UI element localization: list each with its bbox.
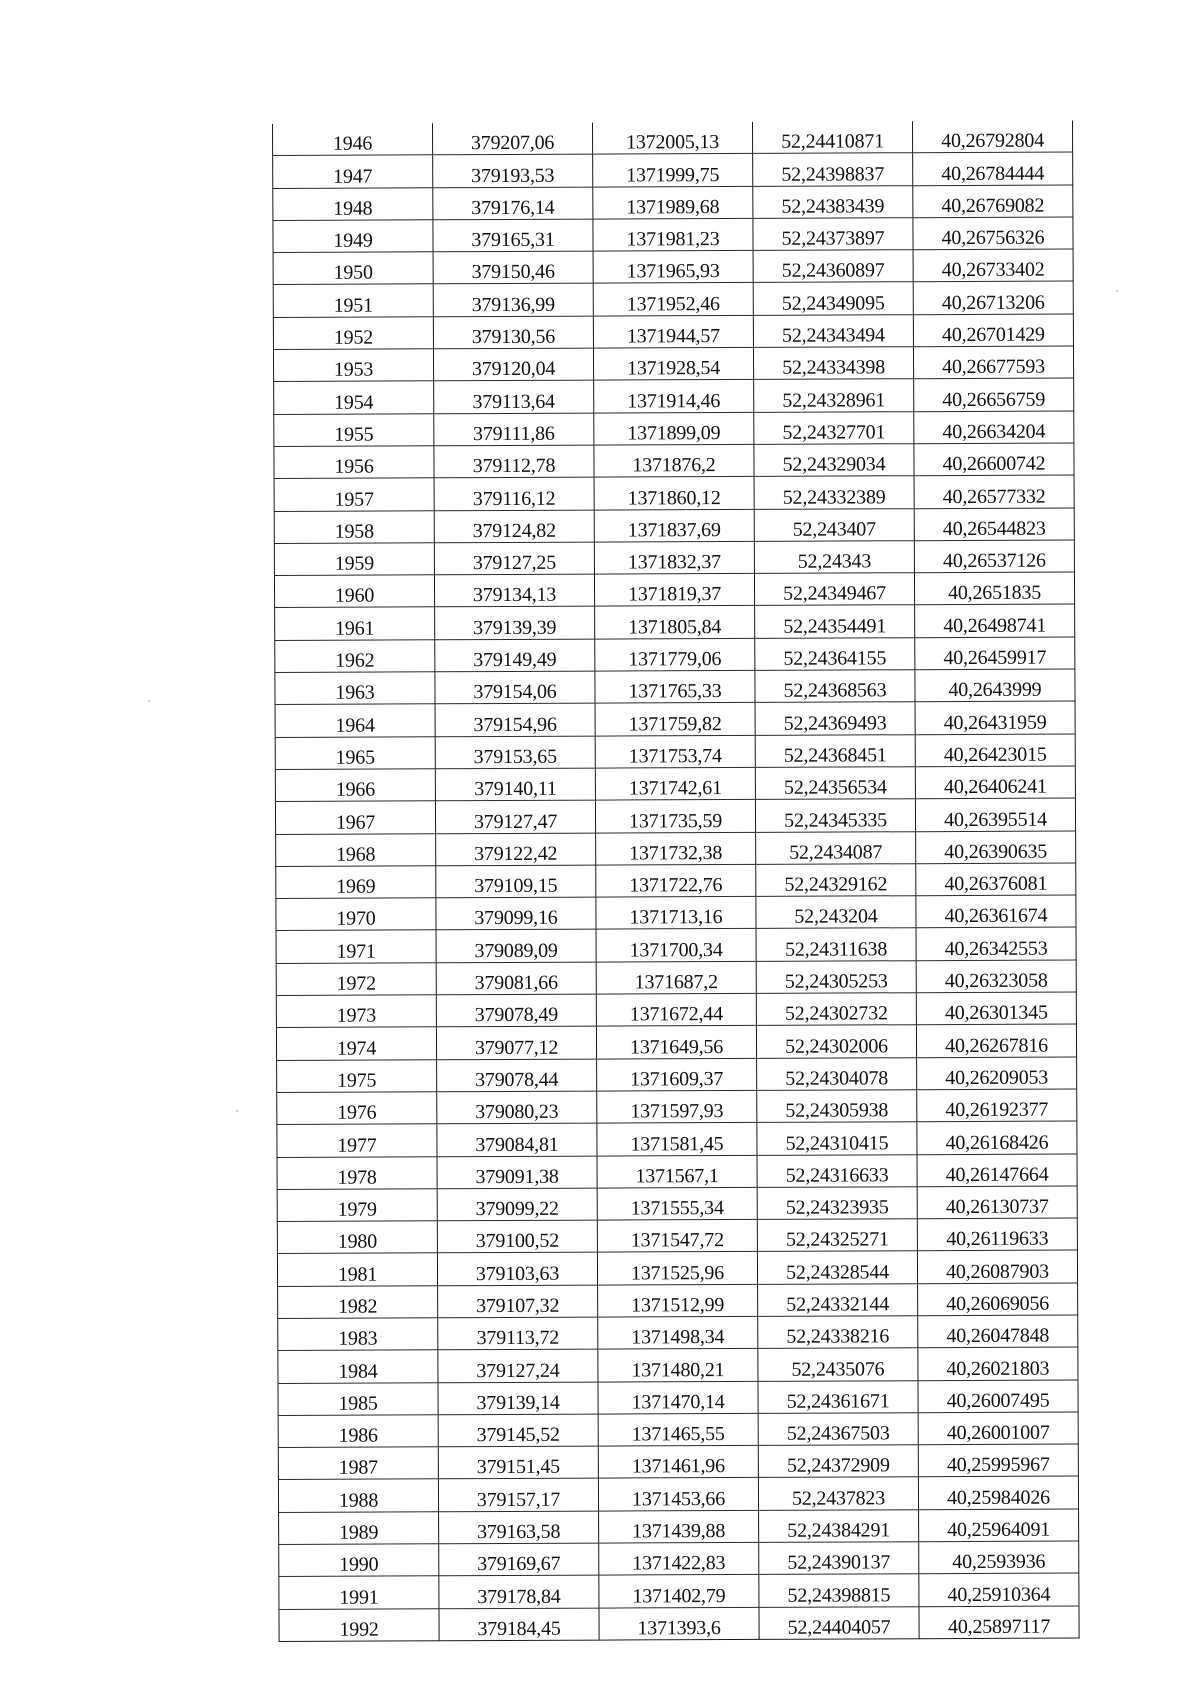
- latitude-cell: 52,24332144: [758, 1283, 918, 1316]
- x-coordinate-cell: 379139,14: [438, 1382, 598, 1415]
- x-coordinate-cell: 379107,32: [438, 1285, 598, 1318]
- latitude-cell: 52,24334398: [753, 347, 913, 380]
- y-coordinate-cell: 1371470,14: [598, 1381, 758, 1414]
- point-number-cell: 1950: [273, 252, 433, 285]
- x-coordinate-cell: 379163,58: [439, 1511, 599, 1544]
- x-coordinate-cell: 379134,13: [434, 574, 594, 607]
- latitude-cell: 52,24410871: [752, 121, 912, 153]
- y-coordinate-cell: 1371952,46: [593, 283, 753, 316]
- y-coordinate-cell: 1371837,69: [594, 509, 754, 542]
- table-row: [275, 637, 1075, 673]
- y-coordinate-cell: 1371649,56: [596, 1026, 756, 1059]
- x-coordinate-cell: 379112,78: [434, 445, 594, 478]
- latitude-cell: 52,24332389: [754, 476, 914, 509]
- table-row: [275, 798, 1075, 834]
- table-row: [278, 1444, 1078, 1480]
- point-number-cell: 1967: [275, 801, 435, 834]
- latitude-cell: 52,24349095: [753, 282, 913, 315]
- longitude-cell: 40,2593936: [919, 1541, 1079, 1574]
- y-coordinate-cell: 1371805,84: [595, 606, 755, 639]
- longitude-cell: 40,26634204: [914, 411, 1074, 444]
- point-number-cell: 1978: [277, 1156, 437, 1189]
- x-coordinate-cell: 379122,42: [436, 833, 596, 866]
- x-coordinate-cell: 379153,65: [435, 736, 595, 769]
- longitude-cell: 40,26390635: [916, 831, 1076, 864]
- longitude-cell: 40,26423015: [915, 734, 1075, 767]
- table-row: [273, 249, 1073, 285]
- latitude-cell: 52,24368563: [755, 670, 915, 703]
- table-row: [278, 1476, 1078, 1512]
- table-row: [274, 572, 1074, 608]
- latitude-cell: 52,24302006: [756, 1025, 916, 1058]
- x-coordinate-cell: 379124,82: [434, 510, 594, 543]
- point-number-cell: 1979: [277, 1189, 437, 1222]
- point-number-cell: 1983: [278, 1318, 438, 1351]
- point-number-cell: 1948: [273, 187, 433, 220]
- longitude-cell: 40,26168426: [917, 1121, 1077, 1154]
- longitude-cell: 40,26395514: [915, 798, 1075, 831]
- longitude-cell: 40,26267816: [916, 1024, 1076, 1057]
- point-number-cell: 1971: [276, 930, 436, 963]
- longitude-cell: 40,26498741: [915, 604, 1075, 637]
- latitude-cell: 52,24368451: [755, 734, 915, 767]
- longitude-cell: 40,26119633: [917, 1218, 1077, 1251]
- table-row: [276, 992, 1076, 1028]
- coordinates-table-body: [273, 121, 1080, 1642]
- y-coordinate-cell: 1371735,59: [595, 800, 755, 833]
- latitude-cell: 52,24305938: [757, 1090, 917, 1123]
- latitude-cell: 52,24349467: [754, 573, 914, 606]
- point-number-cell: 1988: [278, 1479, 438, 1512]
- y-coordinate-cell: 1371393,6: [599, 1607, 759, 1640]
- table-row: [277, 1250, 1077, 1286]
- table-row: [273, 314, 1073, 350]
- table-row: [277, 1121, 1077, 1157]
- x-coordinate-cell: 379169,67: [439, 1543, 599, 1576]
- latitude-cell: 52,24384291: [759, 1509, 919, 1542]
- latitude-cell: 52,24354491: [755, 605, 915, 638]
- longitude-cell: 40,26406241: [915, 766, 1075, 799]
- latitude-cell: 52,2435076: [758, 1348, 918, 1381]
- longitude-cell: 40,26130737: [917, 1186, 1077, 1219]
- point-number-cell: 1946: [273, 123, 433, 155]
- point-number-cell: 1960: [274, 575, 434, 608]
- x-coordinate-cell: 379113,72: [438, 1317, 598, 1350]
- table-row: [277, 1153, 1077, 1189]
- longitude-cell: 40,25995967: [918, 1444, 1078, 1477]
- longitude-cell: 40,26431959: [915, 701, 1075, 734]
- y-coordinate-cell: 1371753,74: [595, 735, 755, 768]
- point-number-cell: 1951: [273, 284, 433, 317]
- longitude-cell: 40,26047848: [918, 1315, 1078, 1348]
- point-number-cell: 1953: [273, 349, 433, 382]
- point-number-cell: 1980: [277, 1221, 437, 1254]
- table-row: [278, 1347, 1078, 1383]
- longitude-cell: 40,26301345: [916, 992, 1076, 1025]
- x-coordinate-cell: 379151,45: [438, 1446, 598, 1479]
- x-coordinate-cell: 379140,11: [435, 768, 595, 801]
- longitude-cell: 40,26376081: [916, 863, 1076, 896]
- latitude-cell: 52,24338216: [758, 1316, 918, 1349]
- longitude-cell: 40,2643999: [915, 669, 1075, 702]
- latitude-cell: 52,24329034: [754, 444, 914, 477]
- point-number-cell: 1961: [275, 607, 435, 640]
- y-coordinate-cell: 1371567,1: [597, 1155, 757, 1188]
- table-row: [273, 121, 1073, 156]
- y-coordinate-cell: 1371928,54: [593, 347, 753, 380]
- table-row: [273, 346, 1073, 382]
- latitude-cell: 52,24398815: [759, 1574, 919, 1607]
- y-coordinate-cell: 1371722,76: [596, 864, 756, 897]
- longitude-cell: 40,26769082: [913, 185, 1073, 218]
- point-number-cell: 1992: [279, 1608, 439, 1641]
- longitude-cell: 40,26021803: [918, 1347, 1078, 1380]
- y-coordinate-cell: 1371609,37: [597, 1058, 757, 1091]
- latitude-cell: 52,24325271: [757, 1219, 917, 1252]
- y-coordinate-cell: 1371525,96: [597, 1252, 757, 1285]
- latitude-cell: 52,24398837: [753, 153, 913, 186]
- latitude-cell: 52,24343: [754, 541, 914, 574]
- point-number-cell: 1966: [275, 769, 435, 802]
- latitude-cell: 52,24367503: [758, 1413, 918, 1446]
- table-row: [275, 734, 1075, 770]
- table-row: [279, 1509, 1079, 1545]
- y-coordinate-cell: 1371512,99: [598, 1284, 758, 1317]
- table-row: [276, 960, 1076, 996]
- x-coordinate-cell: 379103,63: [437, 1252, 597, 1285]
- longitude-cell: 40,25910364: [919, 1573, 1079, 1606]
- latitude-cell: 52,243204: [756, 896, 916, 929]
- point-number-cell: 1981: [277, 1253, 437, 1286]
- longitude-cell: 40,26701429: [913, 314, 1073, 347]
- table-row: [276, 927, 1076, 963]
- latitude-cell: 52,243407: [754, 508, 914, 541]
- longitude-cell: 40,26677593: [913, 346, 1073, 379]
- x-coordinate-cell: 379176,14: [433, 187, 593, 220]
- y-coordinate-cell: 1371453,66: [598, 1478, 758, 1511]
- x-coordinate-cell: 379149,49: [435, 639, 595, 672]
- point-number-cell: 1959: [274, 543, 434, 576]
- longitude-cell: 40,25964091: [919, 1509, 1079, 1542]
- longitude-cell: 40,26459917: [915, 637, 1075, 670]
- y-coordinate-cell: 1371765,33: [595, 670, 755, 703]
- table-row: [274, 411, 1074, 447]
- x-coordinate-cell: 379127,47: [435, 800, 595, 833]
- latitude-cell: 52,24305253: [756, 960, 916, 993]
- point-number-cell: 1957: [274, 478, 434, 511]
- x-coordinate-cell: 379207,06: [432, 123, 592, 155]
- point-number-cell: 1987: [278, 1447, 438, 1480]
- point-number-cell: 1954: [274, 381, 434, 414]
- table-row: [278, 1315, 1078, 1351]
- longitude-cell: 40,26361674: [916, 895, 1076, 928]
- x-coordinate-cell: 379154,96: [435, 703, 595, 736]
- point-number-cell: 1990: [279, 1544, 439, 1577]
- x-coordinate-cell: 379150,46: [433, 251, 593, 284]
- point-number-cell: 1984: [278, 1350, 438, 1383]
- latitude-cell: 52,24302732: [756, 993, 916, 1026]
- point-number-cell: 1986: [278, 1415, 438, 1448]
- y-coordinate-cell: 1371547,72: [597, 1219, 757, 1252]
- x-coordinate-cell: 379089,09: [436, 930, 596, 963]
- table-row: [273, 281, 1073, 317]
- latitude-cell: 52,24343494: [753, 314, 913, 347]
- x-coordinate-cell: 379099,16: [436, 897, 596, 930]
- table-row: [274, 508, 1074, 544]
- point-number-cell: 1956: [274, 446, 434, 479]
- y-coordinate-cell: 1371687,2: [596, 961, 756, 994]
- y-coordinate-cell: 1371480,21: [598, 1349, 758, 1382]
- x-coordinate-cell: 379109,15: [436, 865, 596, 898]
- y-coordinate-cell: 1371498,34: [598, 1316, 758, 1349]
- point-number-cell: 1964: [275, 704, 435, 737]
- longitude-cell: 40,26192377: [917, 1089, 1077, 1122]
- coordinates-table: [272, 121, 1080, 1642]
- latitude-cell: 52,24329162: [756, 864, 916, 897]
- x-coordinate-cell: 379078,44: [437, 1059, 597, 1092]
- y-coordinate-cell: 1371981,23: [593, 218, 753, 251]
- point-number-cell: 1970: [276, 898, 436, 931]
- table-row: [279, 1606, 1079, 1642]
- point-number-cell: 1952: [273, 317, 433, 350]
- x-coordinate-cell: 379130,56: [433, 316, 593, 349]
- latitude-cell: 52,24360897: [753, 250, 913, 283]
- latitude-cell: 52,2437823: [758, 1477, 918, 1510]
- y-coordinate-cell: 1371819,37: [594, 574, 754, 607]
- table-row: [273, 152, 1073, 188]
- latitude-cell: 52,24327701: [754, 411, 914, 444]
- point-number-cell: 1977: [277, 1124, 437, 1157]
- y-coordinate-cell: 1371742,61: [595, 767, 755, 800]
- table-row: [275, 701, 1075, 737]
- x-coordinate-cell: 379099,22: [437, 1188, 597, 1221]
- y-coordinate-cell: 1371555,34: [597, 1187, 757, 1220]
- longitude-cell: 40,26733402: [913, 249, 1073, 282]
- longitude-cell: 40,26544823: [914, 508, 1074, 541]
- table-row: [275, 669, 1075, 705]
- y-coordinate-cell: 1371672,44: [596, 993, 756, 1026]
- point-number-cell: 1969: [276, 866, 436, 899]
- longitude-cell: 40,26792804: [912, 121, 1072, 153]
- y-coordinate-cell: 1371914,46: [594, 380, 754, 413]
- longitude-cell: 40,26656759: [914, 378, 1074, 411]
- y-coordinate-cell: 1371989,68: [593, 186, 753, 219]
- x-coordinate-cell: 379193,53: [433, 154, 593, 187]
- x-coordinate-cell: 379111,86: [434, 413, 594, 446]
- latitude-cell: 52,24373897: [753, 218, 913, 251]
- y-coordinate-cell: 1371700,34: [596, 929, 756, 962]
- x-coordinate-cell: 379077,12: [436, 1026, 596, 1059]
- x-coordinate-cell: 379157,17: [438, 1479, 598, 1512]
- latitude-cell: 52,24369493: [755, 702, 915, 735]
- latitude-cell: 52,24364155: [755, 637, 915, 670]
- y-coordinate-cell: 1371832,37: [594, 541, 754, 574]
- table-row: [275, 766, 1075, 802]
- table-row: [274, 540, 1074, 576]
- table-row: [276, 1024, 1076, 1060]
- latitude-cell: 52,24345335: [755, 799, 915, 832]
- y-coordinate-cell: 1371759,82: [595, 703, 755, 736]
- x-coordinate-cell: 379080,23: [437, 1091, 597, 1124]
- y-coordinate-cell: 1371779,06: [595, 638, 755, 671]
- point-number-cell: 1991: [279, 1576, 439, 1609]
- x-coordinate-cell: 379136,99: [433, 284, 593, 317]
- longitude-cell: 40,26600742: [914, 443, 1074, 476]
- table-row: [273, 185, 1073, 221]
- point-number-cell: 1963: [275, 672, 435, 705]
- x-coordinate-cell: 379113,64: [434, 380, 594, 413]
- y-coordinate-cell: 1371732,38: [596, 832, 756, 865]
- longitude-cell: 40,26069056: [918, 1283, 1078, 1316]
- x-coordinate-cell: 379116,12: [434, 477, 594, 510]
- x-coordinate-cell: 379091,38: [437, 1156, 597, 1189]
- x-coordinate-cell: 379120,04: [433, 348, 593, 381]
- point-number-cell: 1974: [276, 1027, 436, 1060]
- longitude-cell: 40,26323058: [916, 960, 1076, 993]
- point-number-cell: 1949: [273, 220, 433, 253]
- point-number-cell: 1973: [276, 995, 436, 1028]
- longitude-cell: 40,26756326: [913, 217, 1073, 250]
- longitude-cell: 40,26342553: [916, 927, 1076, 960]
- table-row: [276, 831, 1076, 867]
- scan-speck: [148, 700, 150, 702]
- y-coordinate-cell: 1371899,09: [594, 412, 754, 445]
- table-row: [277, 1057, 1077, 1093]
- table-row: [279, 1573, 1079, 1609]
- point-number-cell: 1947: [273, 155, 433, 188]
- table-row: [277, 1186, 1077, 1222]
- table-row: [277, 1089, 1077, 1125]
- latitude-cell: 52,24390137: [759, 1542, 919, 1575]
- latitude-cell: 52,24310415: [757, 1122, 917, 1155]
- x-coordinate-cell: 379184,45: [439, 1608, 599, 1641]
- point-number-cell: 1975: [277, 1059, 437, 1092]
- point-number-cell: 1962: [275, 640, 435, 673]
- y-coordinate-cell: 1371713,16: [596, 897, 756, 930]
- table-row: [278, 1283, 1078, 1319]
- y-coordinate-cell: 1371597,93: [597, 1090, 757, 1123]
- longitude-cell: 40,26577332: [914, 475, 1074, 508]
- y-coordinate-cell: 1371876,2: [594, 444, 754, 477]
- point-number-cell: 1982: [278, 1285, 438, 1318]
- longitude-cell: 40,25897117: [919, 1606, 1079, 1639]
- x-coordinate-cell: 379127,24: [438, 1349, 598, 1382]
- table-row: [278, 1380, 1078, 1416]
- latitude-cell: 52,24328544: [757, 1251, 917, 1284]
- latitude-cell: 52,2434087: [756, 831, 916, 864]
- latitude-cell: 52,24356534: [755, 767, 915, 800]
- latitude-cell: 52,24383439: [753, 185, 913, 218]
- longitude-cell: 40,25984026: [918, 1476, 1078, 1509]
- longitude-cell: 40,26087903: [917, 1250, 1077, 1283]
- x-coordinate-cell: 379145,52: [438, 1414, 598, 1447]
- y-coordinate-cell: 1371999,75: [593, 154, 753, 187]
- longitude-cell: 40,26007495: [918, 1380, 1078, 1413]
- table-row: [273, 217, 1073, 253]
- table-row: [279, 1541, 1079, 1577]
- x-coordinate-cell: 379178,84: [439, 1575, 599, 1608]
- table-row: [274, 475, 1074, 511]
- x-coordinate-cell: 379154,06: [435, 671, 595, 704]
- table-row: [274, 378, 1074, 414]
- latitude-cell: 52,24323935: [757, 1186, 917, 1219]
- point-number-cell: 1955: [274, 413, 434, 446]
- longitude-cell: 40,26537126: [914, 540, 1074, 573]
- y-coordinate-cell: 1371944,57: [593, 315, 753, 348]
- longitude-cell: 40,2651835: [914, 572, 1074, 605]
- y-coordinate-cell: 1371965,93: [593, 251, 753, 284]
- x-coordinate-cell: 379100,52: [437, 1220, 597, 1253]
- x-coordinate-cell: 379139,39: [435, 607, 595, 640]
- y-coordinate-cell: 1371402,79: [599, 1575, 759, 1608]
- y-coordinate-cell: 1372005,13: [592, 122, 752, 154]
- y-coordinate-cell: 1371465,55: [598, 1413, 758, 1446]
- table-row: [277, 1218, 1077, 1254]
- x-coordinate-cell: 379081,66: [436, 962, 596, 995]
- x-coordinate-cell: 379165,31: [433, 219, 593, 252]
- longitude-cell: 40,26713206: [913, 281, 1073, 314]
- table-row: [276, 863, 1076, 899]
- point-number-cell: 1972: [276, 963, 436, 996]
- table-row: [276, 895, 1076, 931]
- y-coordinate-cell: 1371581,45: [597, 1123, 757, 1156]
- x-coordinate-cell: 379127,25: [434, 542, 594, 575]
- scan-speck: [1116, 290, 1118, 292]
- point-number-cell: 1985: [278, 1382, 438, 1415]
- point-number-cell: 1968: [276, 833, 436, 866]
- x-coordinate-cell: 379084,81: [437, 1123, 597, 1156]
- table-row: [274, 443, 1074, 479]
- y-coordinate-cell: 1371461,96: [598, 1446, 758, 1479]
- latitude-cell: 52,24304078: [757, 1057, 917, 1090]
- longitude-cell: 40,26784444: [913, 152, 1073, 185]
- point-number-cell: 1965: [275, 736, 435, 769]
- point-number-cell: 1989: [279, 1512, 439, 1545]
- table-row: [278, 1412, 1078, 1448]
- latitude-cell: 52,24361671: [758, 1380, 918, 1413]
- point-number-cell: 1976: [277, 1092, 437, 1125]
- longitude-cell: 40,26147664: [917, 1153, 1077, 1186]
- latitude-cell: 52,24404057: [759, 1606, 919, 1639]
- latitude-cell: 52,24328961: [754, 379, 914, 412]
- x-coordinate-cell: 379078,49: [436, 994, 596, 1027]
- latitude-cell: 52,24311638: [756, 928, 916, 961]
- y-coordinate-cell: 1371422,83: [599, 1542, 759, 1575]
- y-coordinate-cell: 1371860,12: [594, 477, 754, 510]
- longitude-cell: 40,26001007: [918, 1412, 1078, 1445]
- longitude-cell: 40,26209053: [917, 1057, 1077, 1090]
- latitude-cell: 52,24316633: [757, 1154, 917, 1187]
- y-coordinate-cell: 1371439,88: [599, 1510, 759, 1543]
- point-number-cell: 1958: [274, 510, 434, 543]
- scan-speck: [236, 1110, 238, 1112]
- table-row: [275, 604, 1075, 640]
- latitude-cell: 52,24372909: [758, 1445, 918, 1478]
